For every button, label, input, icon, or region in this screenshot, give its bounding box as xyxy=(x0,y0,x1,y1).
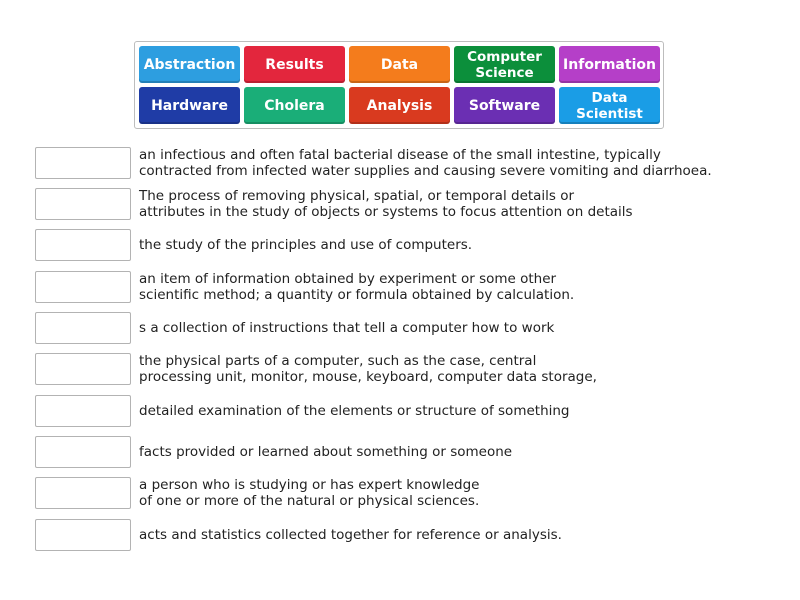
tile-cholera[interactable]: Cholera xyxy=(244,87,345,124)
match-row xyxy=(35,353,775,385)
tile-analysis[interactable]: Analysis xyxy=(349,87,450,124)
definition-text: The process of removing physical, spatial, or temporal details or attributes in the study of objects or systems to focus attention on details xyxy=(139,188,633,220)
drop-box[interactable] xyxy=(35,312,131,344)
match-row xyxy=(35,395,775,427)
definition-text: a person who is studying or has expert knowledge of one or more of the natural or physical sciences. xyxy=(139,477,480,509)
definition-text: an item of information obtained by experiment or some other scientific method; a quantity or formula obtained by calculation. xyxy=(139,271,575,303)
drop-box[interactable] xyxy=(35,477,131,509)
definition-text: acts and statistics collected together for reference or analysis. xyxy=(139,527,562,543)
tile-hardware[interactable]: Hardware xyxy=(139,87,240,124)
match-row xyxy=(35,188,775,220)
match-row xyxy=(35,477,775,509)
drop-box[interactable] xyxy=(35,188,131,220)
tile-computer-science[interactable]: Computer Science xyxy=(454,46,555,83)
drop-box[interactable] xyxy=(35,519,131,551)
word-bank xyxy=(134,41,664,129)
drop-box[interactable] xyxy=(35,395,131,427)
tile-abstraction[interactable]: Abstraction xyxy=(139,46,240,83)
drop-box[interactable] xyxy=(35,147,131,179)
definition-text: the study of the principles and use of computers. xyxy=(139,237,473,253)
match-row xyxy=(35,229,775,261)
match-row xyxy=(35,271,775,303)
definition-text: an infectious and often fatal bacterial disease of the small intestine, typically contracted from infected water supplies and causing severe vomiting and diarrhoea. xyxy=(139,147,712,179)
definition-text: facts provided or learned about something or someone xyxy=(139,444,513,460)
tile-data[interactable]: Data xyxy=(349,46,450,83)
definition-text: the physical parts of a computer, such as the case, central processing unit, monitor, mouse, keyboard, computer data storage, xyxy=(139,353,597,385)
match-row xyxy=(35,436,775,468)
definition-text: detailed examination of the elements or structure of something xyxy=(139,403,570,419)
match-row xyxy=(35,519,775,551)
drop-box[interactable] xyxy=(35,436,131,468)
match-row xyxy=(35,147,775,179)
definition-text: s a collection of instructions that tell a computer how to work xyxy=(139,320,555,336)
tile-software[interactable]: Software xyxy=(454,87,555,124)
tile-results[interactable]: Results xyxy=(244,46,345,83)
drop-box[interactable] xyxy=(35,353,131,385)
tile-data-scientist[interactable]: Data Scientist xyxy=(559,87,660,124)
match-row xyxy=(35,312,775,344)
tile-information[interactable]: Information xyxy=(559,46,660,83)
drop-box[interactable] xyxy=(35,271,131,303)
drop-box[interactable] xyxy=(35,229,131,261)
